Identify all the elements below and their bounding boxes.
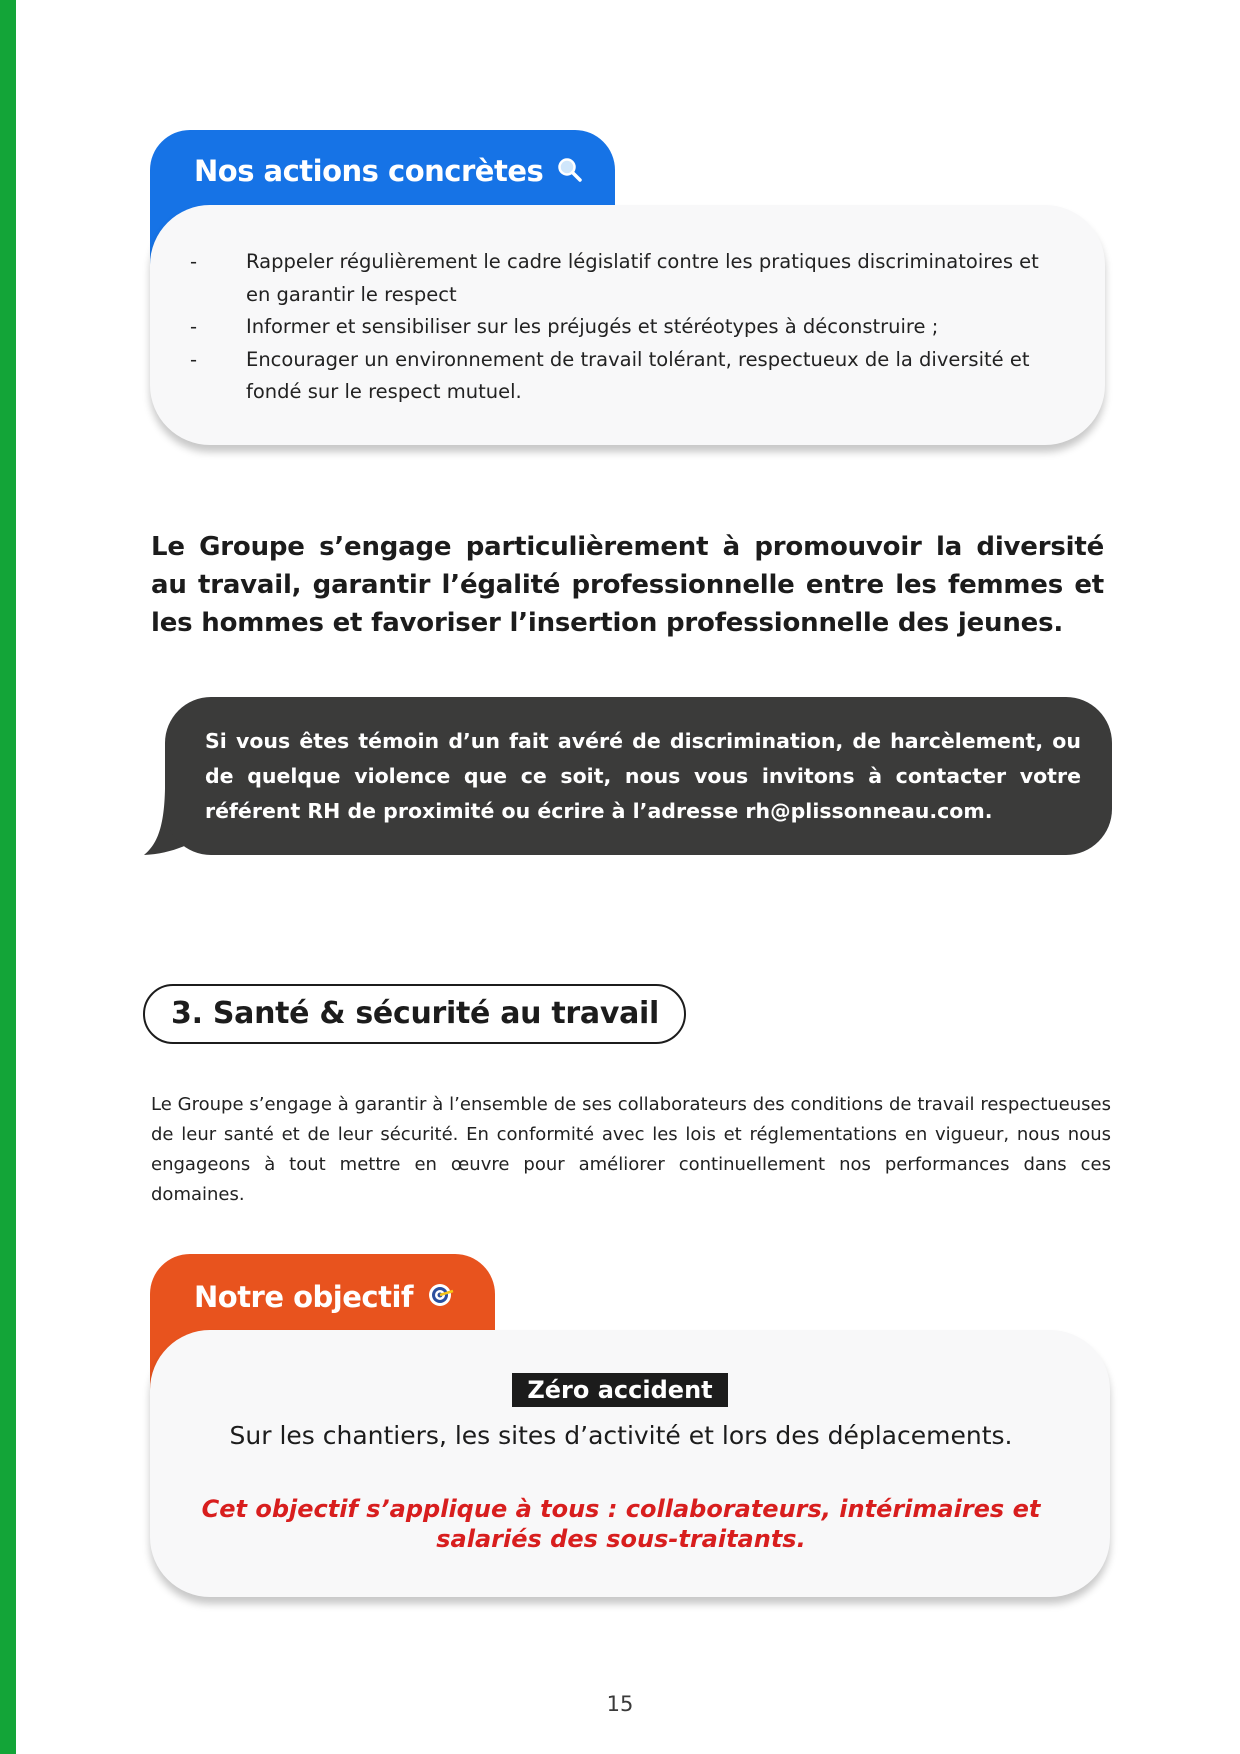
list-item: - Rappeler régulièrement le cadre législatif contre les pratiques discriminatoires et en garantir le respect	[190, 250, 1039, 306]
commitment-statement: Le Groupe s’engage particulièrement à promouvoir la diversité au travail, garantir l’égalité professionnelle entre les femmes et les hommes et favoriser l’insertion professionnelle des jeunes.	[151, 532, 1104, 638]
section-body: Le Groupe s’engage à garantir à l’ensemble de ses collaborateurs des conditions de travail respectueuses de leur santé et de leur sécurité. En conformité avec les lois et réglementations en vigueur, nous nous engageons à tout mettre en œuvre pour améliorer continuellement nos performances dans ces domaines.	[151, 1094, 1111, 1205]
page-number: 15	[606, 1692, 634, 1716]
contact-bubble-text: Si vous êtes témoin d’un fait avéré de discrimination, de harcèlement, ou de quelque violence que ce soit, nous vous invitons à contacter votre référent RH de proximité ou écrire à l’adresse rh@plissonneau.com.	[205, 729, 1081, 823]
objective-note: Cet objectif s’applique à tous : collaborateurs, intérimaires et salariés des sous-traitants.	[201, 1495, 1041, 1553]
page-edge-green-bar	[0, 0, 16, 1754]
actions-list	[190, 246, 1050, 409]
section-title: 3. Santé & sécurité au travail	[143, 984, 686, 1044]
actions-title: Nos actions concrètes	[194, 154, 544, 188]
zero-accident-badge: Zéro accident	[512, 1373, 728, 1407]
objective-title: Notre objectif	[194, 1280, 414, 1314]
magnifier-icon	[557, 132, 583, 214]
objective-scope: Sur les chantiers, les sites d’activité et lors des déplacements.	[229, 1421, 1013, 1450]
list-item: - Encourager un environnement de travail tolérant, respectueux de la diversité et fondé sur le respect mutuel.	[190, 347, 1030, 403]
objective-card	[150, 1330, 1110, 1597]
list-item: - Informer et sensibiliser sur les préjugés et stéréotypes à déconstruire ;	[190, 315, 939, 338]
